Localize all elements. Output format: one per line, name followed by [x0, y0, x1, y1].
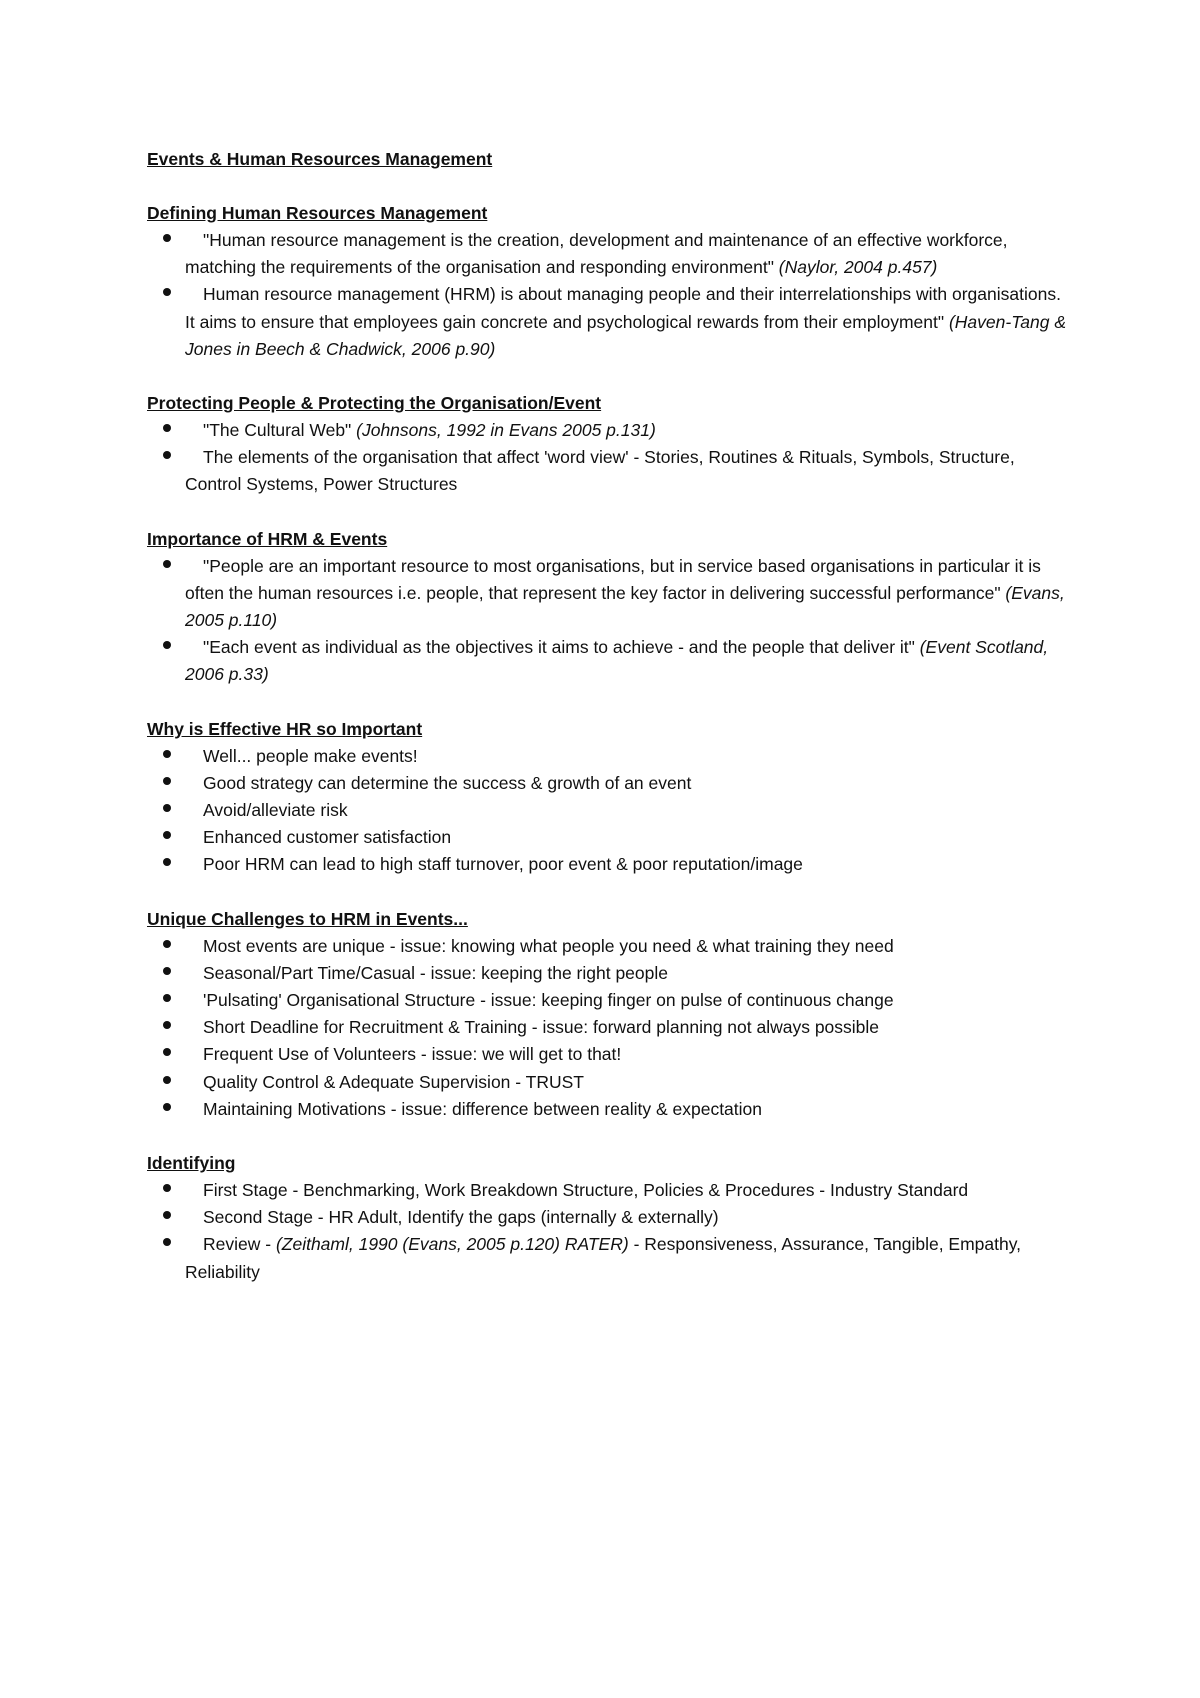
list-item-text: Maintaining Motivations - issue: difference between reality & expectation	[203, 1098, 763, 1119]
list-item-paragraph	[185, 227, 1067, 281]
bullet-icon	[163, 1021, 171, 1029]
list-item	[147, 1041, 1067, 1068]
section	[147, 906, 1067, 1123]
bullet-icon	[163, 234, 171, 242]
list-item-text: Short Deadline for Recruitment & Training - issue: forward planning not always possible	[203, 1017, 880, 1038]
list-item-paragraph	[185, 1204, 1067, 1231]
bullet-icon	[163, 641, 171, 649]
citation: (Zeithaml, 1990 (Evans, 2005 p.120) RATER)	[275, 1234, 629, 1255]
bullet-icon	[163, 1184, 171, 1192]
list-item-text: "People are an important resource to most organisations, but in service based organisations in particular it is often the human resources i.e. people, that represent the key factor in delivering successful performance"	[185, 555, 1041, 603]
list-item-text-after: - Responsiveness, Assurance, Tangible, Empathy, Reliability	[185, 1234, 1022, 1282]
bullet-icon	[163, 831, 171, 839]
list-item-text: Frequent Use of Volunteers - issue: we will get to that!	[203, 1044, 622, 1065]
section-heading: Identifying	[147, 1153, 236, 1174]
list-item-paragraph	[185, 553, 1067, 635]
list-item	[147, 960, 1067, 987]
bullet-icon	[163, 560, 171, 568]
list-item-paragraph	[185, 987, 1067, 1014]
list-item	[147, 1069, 1067, 1096]
citation: (Naylor, 2004 p.457)	[778, 257, 938, 278]
list-item	[147, 824, 1067, 851]
list-item	[147, 1177, 1067, 1204]
bullet-list	[147, 743, 1067, 879]
list-item	[147, 281, 1067, 363]
citation: (Event Scotland, 2006 p.33)	[185, 637, 1049, 685]
list-item-paragraph	[185, 417, 1067, 444]
list-item	[147, 743, 1067, 770]
bullet-icon	[163, 1048, 171, 1056]
list-item-paragraph	[185, 770, 1067, 797]
list-item-text: 'Pulsating' Organisational Structure - issue: keeping finger on pulse of continuous change	[203, 990, 894, 1011]
bullet-list	[147, 1177, 1067, 1286]
list-item-paragraph	[185, 1041, 1067, 1068]
list-item-paragraph	[185, 444, 1067, 498]
bullet-icon	[163, 1211, 171, 1219]
bullet-icon	[163, 1238, 171, 1246]
list-item-paragraph	[185, 743, 1067, 770]
bullet-icon	[163, 777, 171, 785]
list-item-text: Good strategy can determine the success & growth of an event	[203, 772, 692, 793]
list-item-paragraph	[185, 1014, 1067, 1041]
list-item-paragraph	[185, 281, 1067, 363]
bullet-icon	[163, 967, 171, 975]
list-item-text: Avoid/alleviate risk	[203, 800, 348, 821]
list-item-paragraph	[185, 933, 1067, 960]
document-title: Events & Human Resources Management	[147, 149, 493, 169]
list-item	[147, 933, 1067, 960]
list-item-paragraph	[185, 1177, 1067, 1204]
sections-container	[147, 200, 1067, 1286]
list-item-paragraph	[185, 1096, 1067, 1123]
list-item-text: "The Cultural Web"	[203, 420, 357, 441]
list-item-text: Enhanced customer satisfaction	[203, 827, 452, 848]
section	[147, 200, 1067, 363]
list-item	[147, 1231, 1067, 1285]
list-item-paragraph	[185, 634, 1067, 688]
section-heading: Protecting People & Protecting the Organisation/Event	[147, 393, 602, 414]
list-item-paragraph	[185, 851, 1067, 878]
list-item	[147, 770, 1067, 797]
list-item-text: Quality Control & Adequate Supervision - TRUST	[203, 1071, 584, 1092]
bullet-icon	[163, 1103, 171, 1111]
list-item-paragraph	[185, 1231, 1067, 1285]
bullet-list	[147, 417, 1067, 499]
list-item	[147, 1096, 1067, 1123]
list-item-paragraph	[185, 1069, 1067, 1096]
bullet-list	[147, 933, 1067, 1123]
list-item	[147, 227, 1067, 281]
list-item	[147, 987, 1067, 1014]
section	[147, 1150, 1067, 1286]
bullet-icon	[163, 994, 171, 1002]
bullet-list	[147, 227, 1067, 363]
list-item-text: "Each event as individual as the objectives it aims to achieve - and the people that deliver it"	[203, 637, 920, 658]
list-item-text: Poor HRM can lead to high staff turnover, poor event & poor reputation/image	[203, 854, 803, 875]
list-item-paragraph	[185, 960, 1067, 987]
list-item-paragraph	[185, 824, 1067, 851]
section-heading: Importance of HRM & Events	[147, 528, 388, 549]
bullet-list	[147, 553, 1067, 689]
bullet-icon	[163, 858, 171, 866]
section-heading: Defining Human Resources Management	[147, 203, 488, 223]
list-item-text: Review -	[203, 1234, 276, 1255]
bullet-icon	[163, 451, 171, 459]
list-item-text: Second Stage - HR Adult, Identify the gaps (internally & externally)	[203, 1207, 719, 1228]
citation: (Evans, 2005 p.110)	[185, 582, 1065, 631]
bullet-icon	[163, 1076, 171, 1084]
list-item	[147, 444, 1067, 498]
list-item-text: Human resource management (HRM) is about managing people and their interrelationships with organisations. It aims to ensure that employees gain concrete and psychological rewards from their employment"	[185, 284, 1061, 332]
list-item	[147, 553, 1067, 635]
bullet-icon	[163, 288, 171, 296]
citation: (Haven-Tang & Jones in Beech & Chadwick, 2006 p.90)	[185, 311, 1067, 359]
list-item	[147, 797, 1067, 824]
list-item-text: Seasonal/Part Time/Casual - issue: keeping the right people	[203, 962, 668, 983]
section	[147, 526, 1067, 689]
list-item	[147, 1204, 1067, 1231]
list-item-text: The elements of the organisation that affect 'word view' - Stories, Routines & Rituals, Symbols, Structure, Control Systems, Power Structures	[185, 447, 1015, 495]
bullet-icon	[163, 424, 171, 432]
section-heading: Unique Challenges to HRM in Events...	[147, 908, 468, 929]
list-item-text: "Human resource management is the creation, development and maintenance of an effective workforce, matching the requirements of the organisation and responding environment"	[185, 230, 1008, 278]
bullet-icon	[163, 804, 171, 812]
list-item-paragraph	[185, 797, 1067, 824]
list-item	[147, 1014, 1067, 1041]
list-item-text: Most events are unique - issue: knowing what people you need & what training they need	[203, 935, 894, 956]
citation: (Johnsons, 1992 in Evans 2005 p.131)	[356, 420, 656, 441]
bullet-icon	[163, 940, 171, 948]
bullet-icon	[163, 750, 171, 758]
document-body	[147, 146, 1067, 1313]
section	[147, 716, 1067, 879]
list-item	[147, 851, 1067, 878]
section	[147, 390, 1067, 499]
list-item-text: Well... people make events!	[203, 745, 418, 766]
list-item	[147, 417, 1067, 444]
section-heading: Why is Effective HR so Important	[147, 718, 423, 739]
list-item	[147, 634, 1067, 688]
list-item-text: First Stage - Benchmarking, Work Breakdown Structure, Policies & Procedures - Industry Standard	[203, 1180, 969, 1201]
